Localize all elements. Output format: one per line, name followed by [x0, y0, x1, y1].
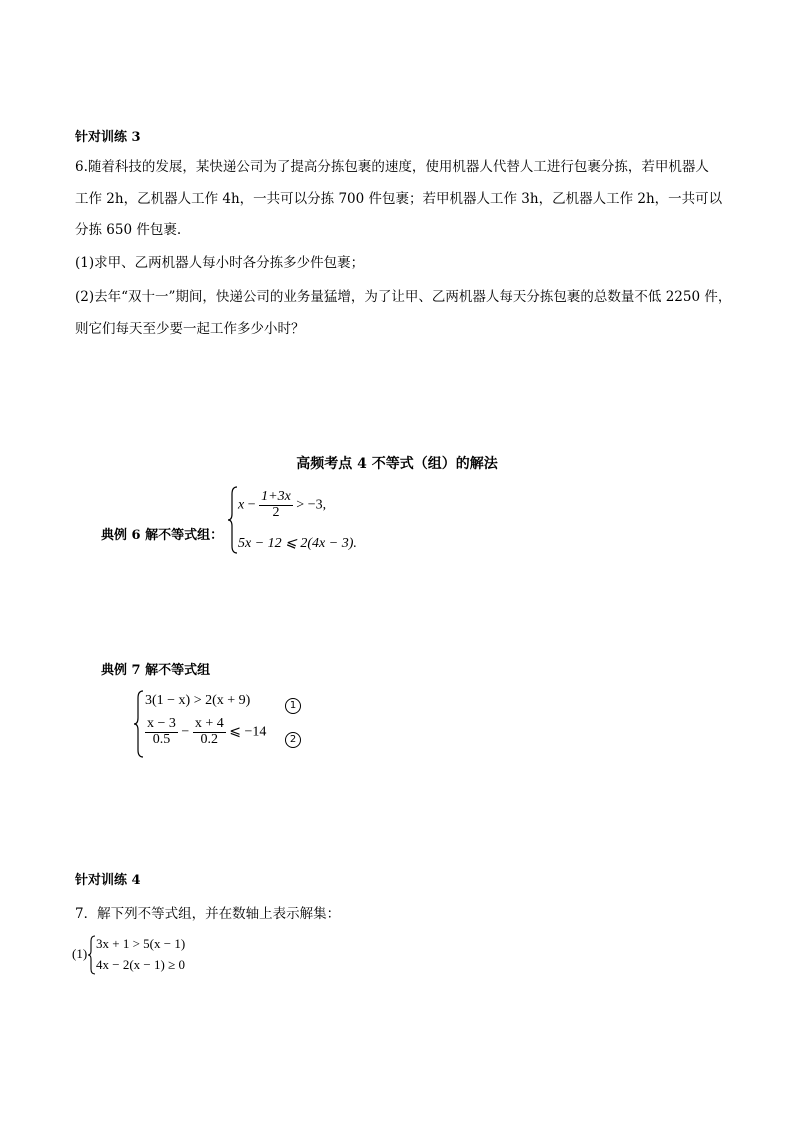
- circled-marker-2: 2: [285, 727, 301, 748]
- training4-row1: 3x + 1 > 5(x − 1): [96, 936, 186, 951]
- training4-heading: 针对训练 4: [75, 873, 141, 888]
- question1: (1)求甲、乙两机器人每小时各分拣多少件包裹；: [75, 255, 365, 271]
- circled-marker-1: 1: [285, 693, 301, 714]
- question2-line2: 则它们每天至少要一起工作多少小时？: [75, 321, 305, 337]
- example6-label: 典例 6 解不等式组：: [101, 528, 224, 543]
- example7-denominator2: 0.2: [200, 731, 219, 747]
- training3-heading: 针对训练 3: [75, 130, 141, 145]
- section-title: 高频考点 4 不等式（组）的解法: [296, 456, 498, 472]
- training4-row2: 4x − 2(x − 1) ≥ 0: [96, 957, 185, 972]
- example6-fraction: [259, 490, 293, 520]
- problem7-line: 7．解下列不等式组，并在数轴上表示解集：: [75, 906, 341, 922]
- example7-denominator1: 0.5: [152, 731, 171, 747]
- problem6-line3: 分拣 650 件包裹.: [75, 222, 182, 238]
- example6-minus: −: [247, 497, 256, 513]
- example6-row1-rest: > −3,: [296, 497, 327, 513]
- example6-var-x: x: [238, 497, 245, 513]
- example6-denominator: 2: [272, 504, 280, 520]
- problem6-line2: 工作 2h，乙机器人工作 4h，一共可以分拣 700 件包裹；若甲机器人工作 3h，乙机器人工作 2h，一共可以: [75, 191, 723, 207]
- example6-row2: 5x − 12 ⩽ 2(4x − 3).: [238, 536, 357, 551]
- example7-numerator1: x − 3: [147, 716, 176, 731]
- problem6-line1: 6.随着科技的发展，某快递公司为了提高分拣包裹的速度，使用机器人代替人工进行包裹分拣，若甲机器人: [75, 159, 709, 175]
- example7-row2: [145, 717, 266, 747]
- example7-brace: [134, 690, 144, 758]
- example7-numerator2: x + 4: [194, 716, 224, 731]
- example7-row2-rest: ⩽ −14: [229, 724, 267, 740]
- example6-numerator: 1+3x: [261, 489, 291, 504]
- example7-minus: −: [181, 724, 190, 740]
- example7-label: 典例 7 解不等式组: [101, 663, 211, 678]
- example6-brace: [228, 486, 232, 554]
- example7-fraction1: [145, 717, 178, 747]
- part1-label: (1): [72, 946, 88, 961]
- example6-row1: [238, 490, 326, 520]
- question2-line1: (2)去年“双十一”期间，快递公司的业务量猛增，为了让甲、乙两机器人每天分拣包裹的总数量不低 2250 件，: [75, 289, 732, 305]
- example7-fraction2: [193, 717, 226, 747]
- example7-row1: 3(1 − x) > 2(x + 9): [145, 693, 251, 708]
- training4-brace: [88, 935, 96, 975]
